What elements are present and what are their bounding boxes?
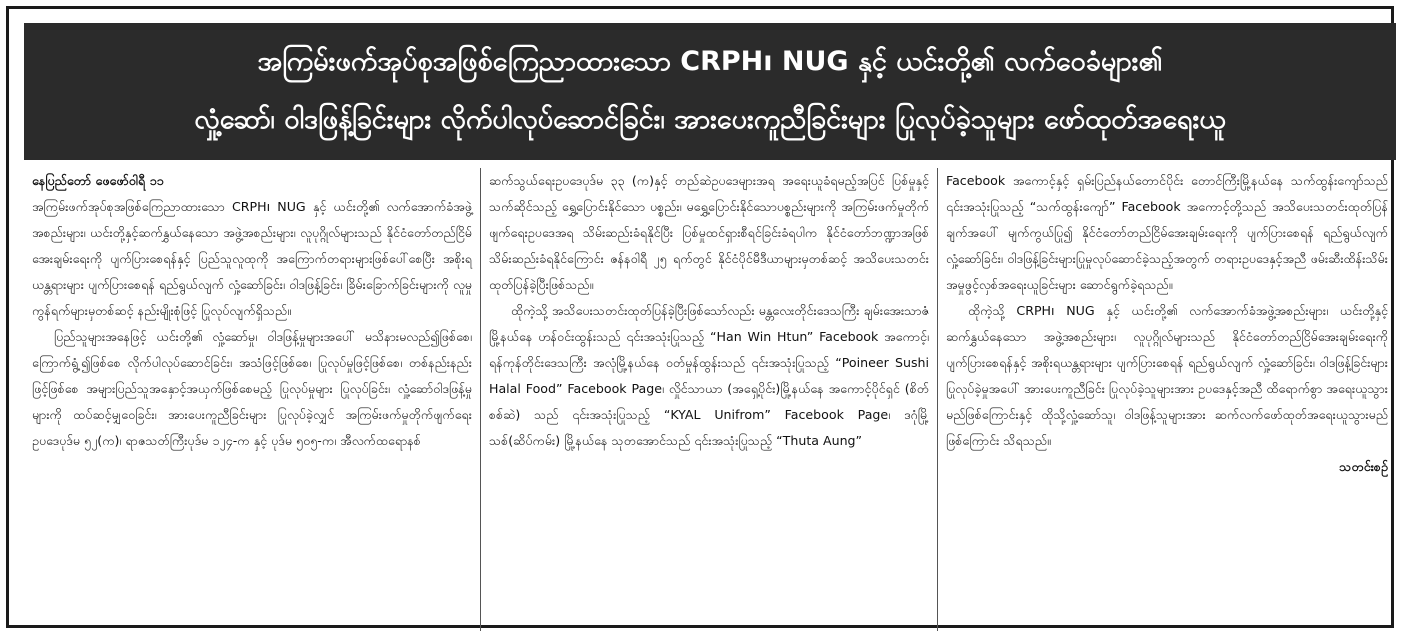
article-paragraph: ဆက်သွယ်ရေးဥပဒေပုဒ်မ ၃၃ (က)နှင့် တည်ဆဲဥပဒေများအရ အရေးယူခံရမည့်အပြင် ပြစ်မှုနှင့်သက်ဆိုင်သည့် ရွှေ့ပြောင်းနိုင်သော ပစ္စည်း၊ မရွှေ့ပြောင်းနိုင်သောပစ္စည်းများကို အကြမ်းဖက်မှုတိုက်ဖျက်ရေးဥပဒေအရ သိမ်းဆည်းခံရနိုင်ပြီး ပြစ်မှုထင်ရှားစီရင်ခြင်းခံရပါက နိုင်ငံတော်ဘဏ္ဍာအဖြစ်သိမ်းဆည်းခံရနိုင်ကြောင်း ဇန်နဝါရီ ၂၅ ရက်တွင် နိုင်ငံပိုင်မီဒီယာများမှတစ်ဆင့် အသိပေးသတင်းထုတ်ပြန်ခဲ့ပြီးဖြစ်သည်။: [489, 173, 929, 292]
headline-banner: [24, 23, 1396, 160]
article-column-2: [480, 168, 938, 631]
dateline: နေပြည်တော် ဖေဖော်ဝါရီ ၁၁: [32, 173, 164, 188]
dateline-paragraph: [32, 168, 472, 194]
article-paragraph: Facebook အကောင့်နှင့် ရှမ်းပြည်နယ်တောင်ပိုင်း တောင်ကြီးမြို့နယ်နေ သက်ထွန်းကျော်သည် ၎င်းအသုံးပြုသည့် “သက်ထွန်းကျော်” Facebook အကောင့်တို့သည် အသိပေးသတင်းထုတ်ပြန်ချက်အပေါ် မျက်ကွယ်ပြု၍ နိုင်ငံတော်တည်ငြိမ်အေးချမ်းရေးကို ပျက်ပြားစေရန် ရည်ရွယ်လျက် လှုံ့ဆော်ခြင်း၊ ဝါဒဖြန့်ခြင်းများပြုမှုလုပ်ဆောင်ခဲ့သည့်အတွက် တရားဥပဒေနှင့်အညီ ဖမ်းဆီးထိန်းသိမ်းအမှုဖွင့်လှစ်အရေးယူခြင်းများ ဆောင်ရွက်ခဲ့ရသည်။: [946, 173, 1388, 292]
article-paragraph: ပြည်သူများအနေဖြင့် ယင်းတို့၏ လှုံ့ဆော်မှု၊ ဝါဒဖြန့်မှုများအပေါ် မသိနားမလည်၍ဖြစ်စေ၊ ကြောက်ရွံ့၍ဖြစ်စေ လိုက်ပါလုပ်ဆောင်ခြင်း၊ အသံဖြင့်ဖြစ်စေ၊ ပြုလုပ်မှုဖြင့်ဖြစ်စေ၊ တစ်နည်းနည်းဖြင့်ဖြစ်စေ အများပြည်သူအနှောင့်အယှက်ဖြစ်စေမည့် ပြုလုပ်မှုများ ပြုလုပ်ခြင်း၊ လှုံ့ဆော်ဝါဒဖြန့်မှုများကို ထပ်ဆင့်မျှဝေခြင်း၊ အားပေးကူညီခြင်းများ ပြုလုပ်ခဲ့လျှင် အကြမ်းဖက်မှုတိုက်ဖျက်ရေး ဥပဒေပုဒ်မ ၅၂(က)၊ ရာဇသတ်ကြီးပုဒ်မ ၁၂၄-က နှင့် ပုဒ်မ ၅၀၅-က၊ အီလက်ထရောနစ်: [32, 329, 472, 448]
news-clipping-frame: [6, 6, 1394, 628]
byline: သတင်းစဉ်: [1339, 459, 1388, 474]
article-body: [24, 168, 1396, 631]
article-paragraph: ထိုကဲ့သို့ အသိပေးသတင်းထုတ်ပြန်ခဲ့ပြီးဖြစ်သော်လည်း မန္တလေးတိုင်းဒေသကြီး ချမ်းအေးသာဇံမြို့နယ်နေ ဟန်ဝင်းထွန်းသည် ၎င်းအသုံးပြုသည့် “Han Win Htun” Facebook အကောင့်၊ ရန်ကုန်တိုင်းဒေသကြီး အလုံမြို့နယ်နေ ဝတ်မှုန်ထွန်းသည် ၎င်းအသုံးပြုသည့် “Poineer Sushi Halal Food” Facebook Page၊ လှိုင်သာယာ (အရှေ့ပိုင်း)မြို့နယ်နေ အကောင့်ပိုင်ရှင် (စိတ်စစ်ဆဲ) သည် ၎င်းအသုံးပြုသည့် “KYAL Unifrom” Facebook Page၊ ဒဂုံမြို့သစ်(ဆိပ်ကမ်း) မြို့နယ်နေ သုတအောင်သည် ၎င်းအသုံးပြုသည့် “Thuta Aung”: [489, 303, 929, 448]
article-paragraph: ထိုကဲ့သို့ CRPHı NUG နှင့် ယင်းတို့၏ လက်အောက်ခံအဖွဲ့အစည်းများ၊ ယင်းတို့နှင့် ဆက်နွှယ်နေသော အဖွဲ့အစည်းများ၊ လူပုဂ္ဂိုလ်များသည် နိုင်ငံတော်တည်ငြိမ်အေးချမ်းရေးကို ပျက်ပြားစေရန်နှင့် အစိုးရယန္တရားများ ပျက်ပြားစေရန် ရည်ရွယ်လျက် လှုံ့ဆော်ခြင်း၊ ဝါဒဖြန့်ခြင်းများပြုလုပ်ခဲ့မှုအပေါ် အားပေးကူညီခြင်း ပြုလုပ်ခဲ့သူများအား ဥပဒေနှင့်အညီ ထိရောက်စွာ အရေးယူသွားမည်ဖြစ်ကြောင်းနှင့် ထိုသို့လှုံ့ဆော်သူ၊ ဝါဒဖြန့်သူများအား ဆက်လက်ဖော်ထုတ်အရေးယူသွားမည်ဖြစ်ကြောင်း သိရသည်။: [946, 303, 1388, 448]
article-paragraph: အကြမ်းဖက်အုပ်စုအဖြစ်ကြေညာထားသော CRPHı NUG နှင့် ယင်းတို့၏ လက်အောက်ခံအဖွဲ့အစည်းများ၊ ယင်းတို့နှင့်ဆက်နွှယ်နေသော အဖွဲ့အစည်းများ၊ လူပုဂ္ဂိုလ်များသည် နိုင်ငံတော်တည်ငြိမ်အေးချမ်းရေးကို ပျက်ပြားစေရန်နှင့် ပြည်သူလူထုကို အကြောက်တရားများဖြစ်ပေါ်စေပြီး အစိုးရယန္တရားများ ပျက်ပြားစေရန် ရည်ရွယ်လျက် လှုံ့ဆော်ခြင်း၊ ဝါဒဖြန့်ခြင်း၊ ခြိမ်းခြောက်ခြင်းများကို လူမှုကွန်ရက်များမှတစ်ဆင့် နည်းမျိုးစုံဖြင့် ပြုလုပ်လျက်ရှိသည်။: [32, 199, 472, 318]
article-column-3: [938, 168, 1396, 631]
article-column-1: [24, 168, 480, 631]
headline-line-1: အကြမ်းဖက်အုပ်စုအဖြစ်ကြေညာထားသော CRPHı NUG နှင့် ယင်းတို့၏ လက်ဝေခံများ၏: [257, 46, 1163, 77]
headline-line-2: လှုံ့ဆော်၊ ဝါဒဖြန့်ခြင်းများ လိုက်ပါလုပ်ဆောင်ခြင်း၊ အားပေးကူညီခြင်းများ ပြုလုပ်ခဲ့သူများ ဖော်ထုတ်အရေးယူ: [194, 104, 1226, 135]
